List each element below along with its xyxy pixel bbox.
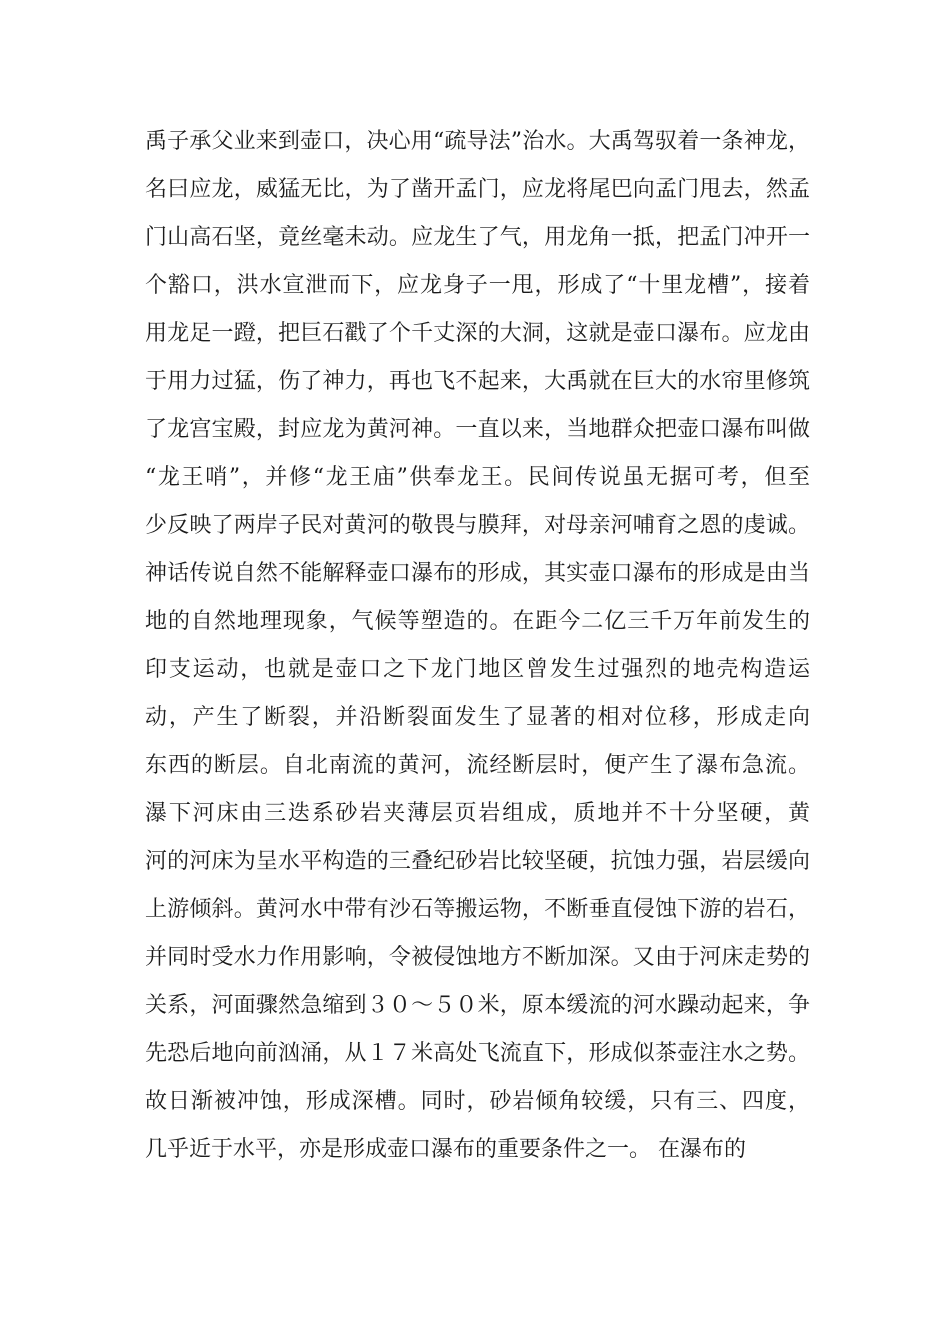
- text-line: 动，产生了断裂，并沿断裂面发生了显著的相对位移，形成走向: [145, 705, 810, 730]
- text-line: 上游倾斜。黄河水中带有沙石等搬运物，不断垂直侵蚀下游的岩石，: [145, 897, 810, 922]
- text-line: 禹子承父业来到壶口，决心用“疏导法”治水。大禹驾驭着一条神龙，: [145, 129, 810, 154]
- text-line: 少反映了两岸子民对黄河的敬畏与膜拜，对母亲河哺育之恩的虔诚。: [145, 513, 810, 538]
- text-line: 个豁口，洪水宣泄而下，应龙身子一甩，形成了“十里龙槽”，接着: [145, 273, 810, 298]
- text-line: 先恐后地向前汹涌，从１７米高处飞流直下，形成似茶壶注水之势。: [145, 1041, 810, 1066]
- text-line: 门山高石坚，竟丝毫未动。应龙生了气，用龙角一抵，把孟门冲开一: [145, 225, 810, 250]
- text-line: “龙王哨”，并修“龙王庙”供奉龙王。民间传说虽无据可考，但至: [145, 465, 810, 490]
- text-line: 关系，河面骤然急缩到３０～５０米，原本缓流的河水躁动起来，争: [145, 993, 810, 1018]
- text-line: 故日渐被冲蚀，形成深槽。同时，砂岩倾角较缓，只有三、四度，: [145, 1089, 810, 1114]
- text-line: 并同时受水力作用影响，令被侵蚀地方不断加深。又由于河床走势的: [145, 945, 810, 970]
- text-line: 于用力过猛，伤了神力，再也飞不起来，大禹就在巨大的水帘里修筑: [145, 369, 810, 394]
- text-line: 地的自然地理现象，气候等塑造的。在距今二亿三千万年前发生的: [145, 609, 810, 634]
- text-line: 瀑下河床由三迭系砂岩夹薄层页岩组成，质地并不十分坚硬，黄: [145, 801, 810, 826]
- text-line: 神话传说自然不能解释壶口瀑布的形成，其实壶口瀑布的形成是由当: [145, 561, 810, 586]
- text-line: 印支运动，也就是壶口之下龙门地区曾发生过强烈的地壳构造运: [145, 657, 810, 682]
- text-line: 河的河床为呈水平构造的三叠纪砂岩比较坚硬，抗蚀力强，岩层缓向: [145, 849, 810, 874]
- text-line: 名曰应龙，威猛无比，为了凿开孟门，应龙将尾巴向孟门甩去，然孟: [145, 177, 810, 202]
- text-line: 几乎近于水平，亦是形成壶口瀑布的重要条件之一。 在瀑布的: [145, 1137, 746, 1162]
- body-text: [145, 118, 810, 1174]
- text-line: 了龙宫宝殿，封应龙为黄河神。一直以来，当地群众把壶口瀑布叫做: [145, 417, 810, 442]
- text-line: 东西的断层。自北南流的黄河，流经断层时，便产生了瀑布急流。: [145, 753, 810, 778]
- text-line: 用龙足一蹬，把巨石戳了个千丈深的大洞，这就是壶口瀑布。应龙由: [145, 321, 810, 346]
